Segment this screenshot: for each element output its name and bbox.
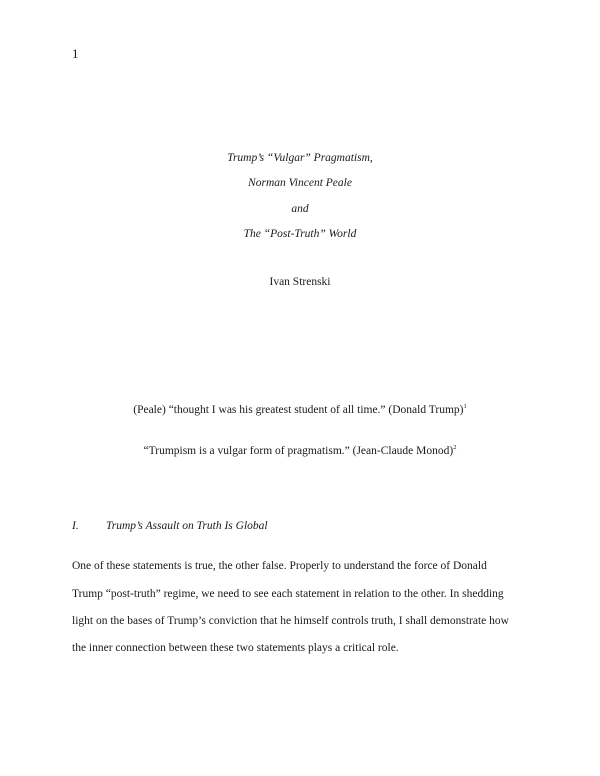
title-line-4: The “Post-Truth” World: [243, 228, 357, 240]
epigraph-1-text: (Peale) “thought I was his greatest student of all time.” (Donald Trump): [133, 404, 464, 416]
epigraph-2: [0, 445, 600, 457]
epigraph-1: [0, 404, 600, 416]
footnote-ref-2[interactable]: 2: [453, 444, 457, 452]
title-line-1: Trump’s “Vulgar” Pragmatism,: [227, 152, 373, 164]
paragraph-line-4: the inner connection between these two statements plays a critical role.: [72, 642, 399, 654]
title-line-2: Norman Vincent Peale: [248, 177, 352, 189]
title-line-3: and: [291, 203, 309, 215]
paragraph-line-3: light on the bases of Trump’s conviction that he himself controls truth, I shall demonstrate how: [72, 615, 509, 627]
section-number: I.: [72, 520, 79, 532]
section-title: Trump’s Assault on Truth Is Global: [106, 520, 268, 532]
paragraph-line-1: One of these statements is true, the other false. Properly to understand the force of Donald: [72, 560, 487, 572]
section-heading: [72, 520, 268, 532]
epigraph-2-text: “Trumpism is a vulgar form of pragmatism.” (Jean-Claude Monod): [143, 445, 454, 457]
author-name: Ivan Strenski: [269, 276, 331, 288]
footnote-ref-1[interactable]: 1: [463, 403, 467, 411]
paragraph-line-2: Trump “post-truth” regime, we need to see each statement in relation to the other. In shedding: [72, 588, 504, 600]
page-number: 1: [72, 46, 79, 61]
